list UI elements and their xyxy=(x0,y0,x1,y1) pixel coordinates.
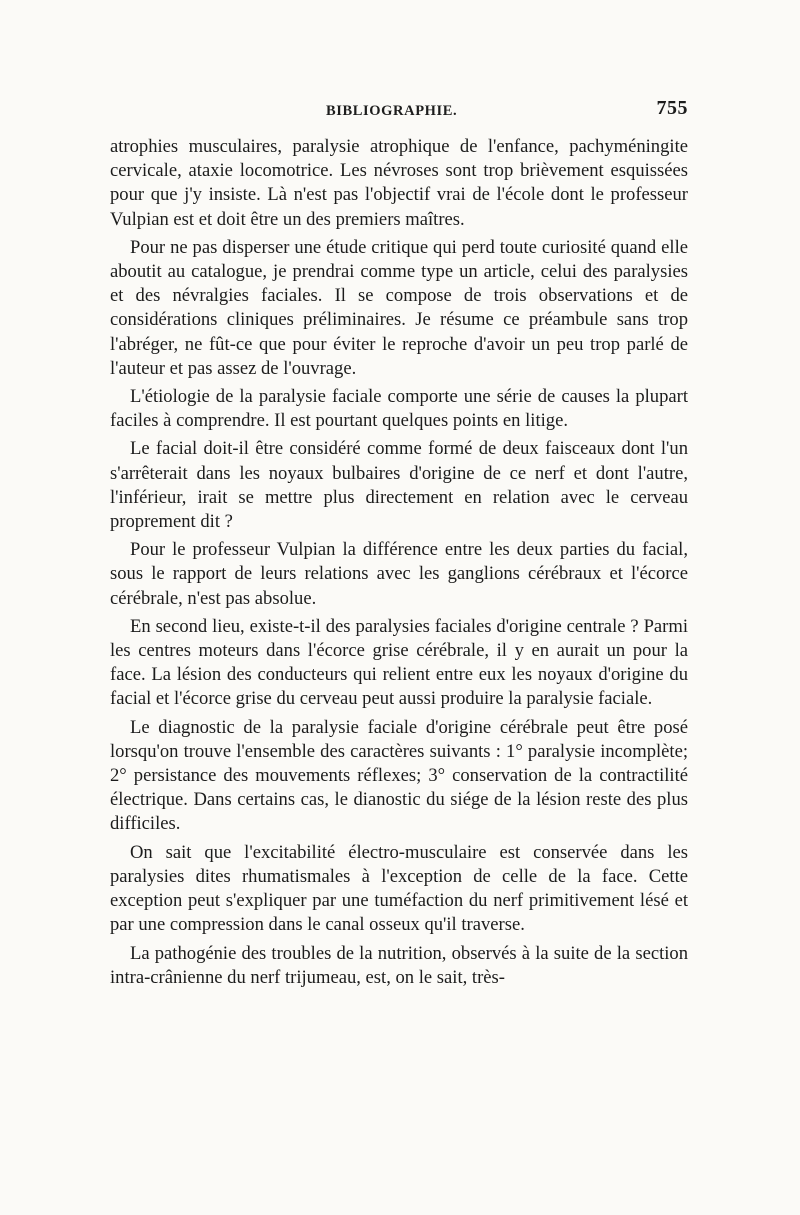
paragraph: La pathogénie des troubles de la nutrition, observés à la suite de la section intra-crânienne du nerf trijumeau, est, on le sait, très- xyxy=(110,942,688,988)
paragraph: atrophies musculaires, paralysie atrophique de l'enfance, pachyméningite cervicale, ataxie locomotrice. Les névroses sont trop brièvement esquissées pour que j'y insiste. Là n'est pas l'objectif vrai de l'école dont le professeur Vulpian est et doit être un des premiers maîtres. xyxy=(110,136,688,230)
paragraph: On sait que l'excitabilité électro-musculaire est conservée dans les paralysies dites rhumatismales à l'exception de celle de la face. Cette exception peut s'expliquer par une tuméfaction du nerf primitivement lésé et par une compression dans le canal osseux qu'il traverse. xyxy=(110,841,688,936)
paragraph: Pour ne pas disperser une étude critique qui perd toute curiosité quand elle aboutit au catalogue, je prendrai comme type un article, celui des paralysies et des névralgies faciales. Il se compose de trois observations et de considérations cliniques préliminaires. Je résume ce préambule sans trop l'abréger, ne fût-ce que pour éviter le reproche d'avoir un peu trop parlé de l'auteur et pas assez de l'ouvrage. xyxy=(110,236,688,379)
paragraph: En second lieu, existe-t-il des paralysies faciales d'origine centrale ? Parmi les centres moteurs dans l'écorce grise cérébrale, il y en aurait un pour la face. La lésion des conducteurs qui relient entre eux les noyaux d'origine du facial et l'écorce grise du cerveau peut aussi produire la paralysie faciale. xyxy=(110,615,688,710)
page-body xyxy=(110,135,688,994)
paragraph: L'étiologie de la paralysie faciale comporte une série de causes la plupart faciles à comprendre. Il est pourtant quelques points en litige. xyxy=(110,386,688,432)
running-title: BIBLIOGRAPHIE. xyxy=(326,103,458,119)
paragraph: Le diagnostic de la paralysie faciale d'origine cérébrale peut être posé lorsqu'on trouve l'ensemble des caractères suivants : 1° paralysie incomplète; 2° persistance des mouvements réflexes; 3° conservation de la contractilité électrique. Dans certains cas, le dianostic du siége de la lésion reste des plus difficiles. xyxy=(110,716,688,835)
page-number: 755 xyxy=(656,97,688,119)
page-header xyxy=(110,97,688,125)
paragraph: Pour le professeur Vulpian la différence entre les deux parties du facial, sous le rapport de leurs relations avec les ganglions cérébraux et l'écorce cérébrale, n'est pas absolue. xyxy=(110,539,688,609)
paragraph: Le facial doit-il être considéré comme formé de deux faisceaux dont l'un s'arrêterait dans les noyaux bulbaires d'origine de ce nerf et dont l'autre, l'inférieur, irait se mettre plus directement en relation avec le cerveau proprement dit ? xyxy=(110,438,688,533)
